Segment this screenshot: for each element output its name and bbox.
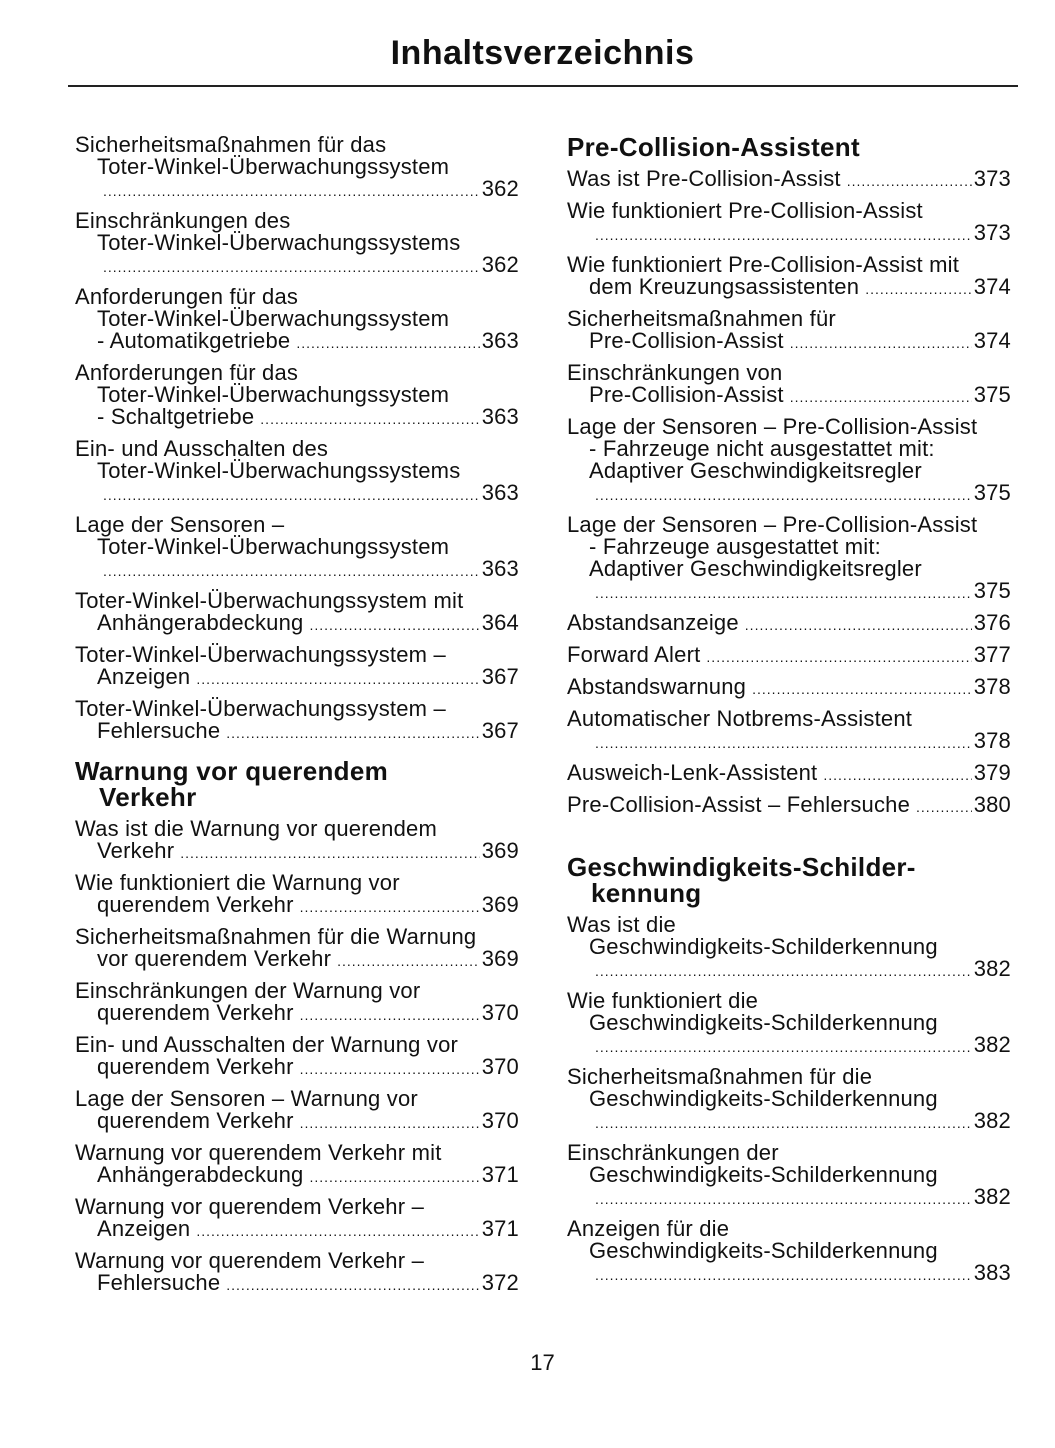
toc-entry-text: Adaptiver Geschwindigkeitsregler [589, 556, 922, 581]
toc-entry-text: Was ist die Warnung vor querendem [75, 816, 438, 841]
toc-entry-text: - Fahrzeuge nicht ausgestattet mit: [589, 436, 935, 461]
leader-dots [823, 764, 971, 786]
toc-entry-text: Einschränkungen des [75, 208, 291, 233]
leader-dots [595, 1036, 972, 1058]
toc-entry[interactable] [75, 818, 519, 864]
toc-entry-text: Einschränkungen von [567, 360, 783, 385]
leader-dots [595, 1264, 972, 1286]
toc-entry-text: querendem Verkehr [97, 1108, 294, 1133]
section-heading-line: kennung [591, 878, 702, 908]
toc-page-number[interactable]: 380 [973, 792, 1011, 817]
toc-entry-text: - Schaltgetriebe [97, 404, 255, 429]
toc-entry-text: Forward Alert [567, 642, 701, 667]
toc-entry[interactable] [567, 990, 1011, 1058]
toc-entry[interactable] [75, 1088, 519, 1134]
toc-entry-text: Ein- und Ausschalten der Warnung vor [75, 1032, 459, 1057]
toc-page-number[interactable]: 363 [481, 404, 519, 429]
toc-group [75, 818, 519, 1296]
toc-entry[interactable] [567, 762, 1011, 786]
section-heading-line: Geschwindigkeits-Schilder- [567, 852, 916, 882]
toc-entry-text: querendem Verkehr [97, 1054, 294, 1079]
leader-dots [309, 1166, 479, 1188]
toc-entry-text: Toter-Winkel-Überwachungssystem [97, 154, 450, 179]
section-heading-cross-traffic [75, 758, 519, 810]
toc-entry-text: Anzeigen [97, 664, 191, 689]
toc-entry-text: Ausweich-Lenk-Assistent [567, 760, 818, 785]
toc-entry-text: Toter-Winkel-Überwachungssystem – [75, 642, 446, 667]
toc-entry-text: vor querendem Verkehr [97, 946, 332, 971]
leader-dots [790, 332, 972, 354]
toc-entry-text: Toter-Winkel-Überwachungssystems [97, 230, 461, 255]
toc-entry-text: Wie funktioniert Pre-Collision-Assist mit [567, 252, 960, 277]
toc-entry-text: Toter-Winkel-Überwachungssystem mit [75, 588, 464, 613]
toc-entry-text: Fehlersuche [97, 718, 221, 743]
leader-dots [790, 386, 972, 408]
toc-group [75, 134, 519, 744]
toc-page-number[interactable]: 369 [481, 946, 519, 971]
toc-page-number[interactable]: 371 [481, 1216, 519, 1241]
toc-entry-text: Ein- und Ausschalten des [75, 436, 329, 461]
toc-entry-text: Geschwindigkeits-Schilderkennung [589, 1010, 938, 1035]
toc-entry-text: Wie funktioniert Pre-Collision-Assist [567, 198, 923, 223]
toc-entry-text: Sicherheitsmaßnahmen für das [75, 132, 387, 157]
page-title: Inhaltsverzeichnis [390, 34, 695, 72]
leader-dots [752, 678, 972, 700]
toc-column-right [567, 134, 1011, 1294]
toc-entry[interactable] [75, 134, 519, 202]
leader-dots [595, 960, 972, 982]
toc-entry-text: Lage der Sensoren – Warnung vor [75, 1086, 418, 1111]
toc-entry[interactable] [567, 254, 1011, 300]
toc-page-number[interactable]: 367 [481, 664, 519, 689]
toc-page-number[interactable]: 374 [973, 328, 1011, 353]
toc-page-number[interactable]: 373 [973, 220, 1011, 245]
toc-entry[interactable] [567, 200, 1011, 246]
leader-dots [595, 1112, 972, 1134]
toc-entry-text: Warnung vor querendem Verkehr mit [75, 1140, 442, 1165]
toc-entry[interactable] [75, 872, 519, 918]
leader-dots [103, 256, 480, 278]
toc-entry[interactable] [75, 210, 519, 278]
toc-entry[interactable] [567, 362, 1011, 408]
toc-entry-text: Geschwindigkeits-Schilderkennung [589, 1086, 938, 1111]
toc-entry[interactable] [75, 980, 519, 1026]
toc-page-number[interactable]: 383 [973, 1260, 1011, 1285]
toc-entry-text: Geschwindigkeits-Schilderkennung [589, 934, 938, 959]
toc-entry-text: Sicherheitsmaßnahmen für [567, 306, 836, 331]
section-heading-line: Warnung vor querendem [75, 756, 389, 786]
toc-page-number[interactable]: 382 [973, 1032, 1011, 1057]
toc-entry-text: Automatischer Notbrems-Assistent [567, 706, 913, 731]
toc-entry-text: dem Kreuzungsassistenten [589, 274, 860, 299]
toc-entry-text: Anhängerabdeckung [97, 1162, 304, 1187]
section-heading-line: Verkehr [99, 782, 197, 812]
page-number: 17 [530, 1350, 555, 1375]
leader-dots [300, 1004, 480, 1026]
toc-entry[interactable] [75, 1034, 519, 1080]
toc-entry-text: Pre-Collision-Assist [589, 328, 784, 353]
leader-dots [309, 614, 479, 636]
toc-group [567, 168, 1011, 818]
leader-dots [300, 1112, 480, 1134]
leader-dots [196, 1220, 479, 1242]
toc-page-number[interactable]: 382 [973, 1184, 1011, 1209]
toc-entry[interactable] [567, 644, 1011, 668]
toc-page-number[interactable]: 362 [481, 252, 519, 277]
toc-entry-text: Geschwindigkeits-Schilderkennung [589, 1162, 938, 1187]
toc-entry[interactable] [75, 362, 519, 430]
toc-entry[interactable] [75, 286, 519, 354]
toc-page-number[interactable]: 363 [481, 556, 519, 581]
toc-page-number[interactable]: 372 [481, 1270, 519, 1295]
toc-entry-text: Geschwindigkeits-Schilderkennung [589, 1238, 938, 1263]
toc-page-number[interactable]: 370 [481, 1108, 519, 1133]
toc-entry-text: Toter-Winkel-Überwachungssystem – [75, 696, 446, 721]
section-heading-sign-recognition [567, 854, 1011, 906]
toc-entry[interactable] [567, 914, 1011, 982]
toc-page-number[interactable]: 363 [481, 480, 519, 505]
toc-entry[interactable] [567, 1066, 1011, 1134]
leader-dots [180, 842, 479, 864]
toc-entry[interactable] [567, 708, 1011, 754]
toc-page-number[interactable]: 362 [481, 176, 519, 201]
toc-entry[interactable] [567, 676, 1011, 700]
toc-page-number[interactable]: 369 [481, 838, 519, 863]
toc-entry[interactable] [75, 590, 519, 636]
toc-page-number[interactable]: 382 [973, 956, 1011, 981]
toc-entry-text: Lage der Sensoren – Pre-Collision-Assist [567, 414, 978, 439]
toc-page-number[interactable]: 377 [973, 642, 1011, 667]
leader-dots [296, 332, 479, 354]
toc-entry-text: Toter-Winkel-Überwachungssystem [97, 306, 450, 331]
toc-entry-text: Verkehr [97, 838, 175, 863]
toc-entry[interactable] [75, 514, 519, 582]
toc-entry-text: Fehlersuche [97, 1270, 221, 1295]
toc-entry-text: Anzeigen für die [567, 1216, 730, 1241]
toc-entry-text: - Automatikgetriebe [97, 328, 291, 353]
leader-dots [847, 170, 972, 192]
toc-entry-text: Abstandswarnung [567, 674, 747, 699]
toc-entry-text: Lage der Sensoren – [75, 512, 285, 537]
toc-entry-text: Einschränkungen der [567, 1140, 779, 1165]
toc-entry[interactable] [75, 926, 519, 972]
toc-page-number[interactable]: 369 [481, 892, 519, 917]
toc-entry[interactable] [75, 438, 519, 506]
leader-dots [300, 896, 480, 918]
toc-entry-text: Pre-Collision-Assist [589, 382, 784, 407]
toc-entry-text: Toter-Winkel-Überwachungssystems [97, 458, 461, 483]
toc-entry[interactable] [567, 1218, 1011, 1286]
toc-entry[interactable] [567, 514, 1011, 604]
toc-entry-text: Warnung vor querendem Verkehr – [75, 1248, 425, 1273]
toc-entry[interactable] [75, 1196, 519, 1242]
leader-dots [595, 582, 972, 604]
toc-entry-text: Was ist die [567, 912, 676, 937]
toc-page-number[interactable]: 371 [481, 1162, 519, 1187]
toc-entry-text: Adaptiver Geschwindigkeitsregler [589, 458, 922, 483]
toc-page-number[interactable]: 378 [973, 674, 1011, 699]
toc-entry-text: Toter-Winkel-Überwachungssystem [97, 382, 450, 407]
toc-entry[interactable] [75, 1250, 519, 1296]
toc-page-number[interactable]: 364 [481, 610, 519, 635]
toc-entry-text: Sicherheitsmaßnahmen für die Warnung [75, 924, 477, 949]
toc-entry-text: Anforderungen für das [75, 284, 299, 309]
toc-entry-text: Pre-Collision-Assist – Fehlersuche [567, 792, 911, 817]
toc-page-number[interactable]: 375 [973, 480, 1011, 505]
toc-page-number[interactable]: 370 [481, 1000, 519, 1025]
toc-group [567, 914, 1011, 1286]
toc-entry-text: Anforderungen für das [75, 360, 299, 385]
toc-entry-text: Abstandsanzeige [567, 610, 739, 635]
leader-dots [595, 732, 972, 754]
leader-dots [300, 1058, 480, 1080]
toc-entry-text: Anzeigen [97, 1216, 191, 1241]
leader-dots [595, 224, 972, 246]
toc-page-number[interactable]: 370 [481, 1054, 519, 1079]
toc-entry[interactable] [567, 416, 1011, 506]
toc-entry-text: Toter-Winkel-Überwachungssystem [97, 534, 450, 559]
toc-entry[interactable] [567, 612, 1011, 636]
toc-entry-text: Lage der Sensoren – Pre-Collision-Assist [567, 512, 978, 537]
leader-dots [595, 484, 972, 506]
leader-dots [103, 560, 480, 582]
toc-entry[interactable] [567, 1142, 1011, 1210]
toc-page-number[interactable]: 379 [973, 760, 1011, 785]
toc-page-number[interactable]: 376 [973, 610, 1011, 635]
toc-page-number[interactable]: 382 [973, 1108, 1011, 1133]
leader-dots [260, 408, 479, 430]
leader-dots [226, 1274, 479, 1296]
toc-entry-text: Warnung vor querendem Verkehr – [75, 1194, 425, 1219]
toc-page-number[interactable]: 375 [973, 382, 1011, 407]
toc-column-left [75, 134, 519, 1304]
toc-entry-text: Anhängerabdeckung [97, 610, 304, 635]
leader-dots [865, 278, 972, 300]
toc-entry[interactable] [75, 1142, 519, 1188]
toc-entry-text: querendem Verkehr [97, 892, 294, 917]
toc-page-number[interactable]: 378 [973, 728, 1011, 753]
leader-dots [226, 722, 479, 744]
toc-entry-text: - Fahrzeuge ausgestattet mit: [589, 534, 881, 559]
section-heading-line: Pre-Collision-Assistent [567, 132, 860, 162]
leader-dots [103, 180, 480, 202]
toc-entry[interactable] [567, 794, 1011, 818]
leader-dots [337, 950, 480, 972]
toc-entry[interactable] [75, 644, 519, 690]
toc-page-number[interactable]: 375 [973, 578, 1011, 603]
toc-entry[interactable] [567, 168, 1011, 192]
leader-dots [595, 1188, 972, 1210]
toc-page-number[interactable]: 363 [481, 328, 519, 353]
toc-entry[interactable] [75, 698, 519, 744]
leader-dots [916, 796, 972, 818]
leader-dots [745, 614, 972, 636]
leader-dots [196, 668, 479, 690]
toc-page-number[interactable]: 374 [973, 274, 1011, 299]
toc-entry-text: Sicherheitsmaßnahmen für die [567, 1064, 873, 1089]
leader-dots [103, 484, 480, 506]
leader-dots [706, 646, 971, 668]
section-heading-pre-collision [567, 134, 1011, 160]
toc-entry-text: Wie funktioniert die Warnung vor [75, 870, 400, 895]
toc-page-number[interactable]: 373 [973, 166, 1011, 191]
toc-page-number[interactable]: 367 [481, 718, 519, 743]
toc-entry-text: querendem Verkehr [97, 1000, 294, 1025]
toc-entry[interactable] [567, 308, 1011, 354]
toc-entry-text: Was ist Pre-Collision-Assist [567, 166, 841, 191]
toc-entry-text: Einschränkungen der Warnung vor [75, 978, 421, 1003]
title-divider [68, 85, 1018, 87]
toc-entry-text: Wie funktioniert die [567, 988, 759, 1013]
